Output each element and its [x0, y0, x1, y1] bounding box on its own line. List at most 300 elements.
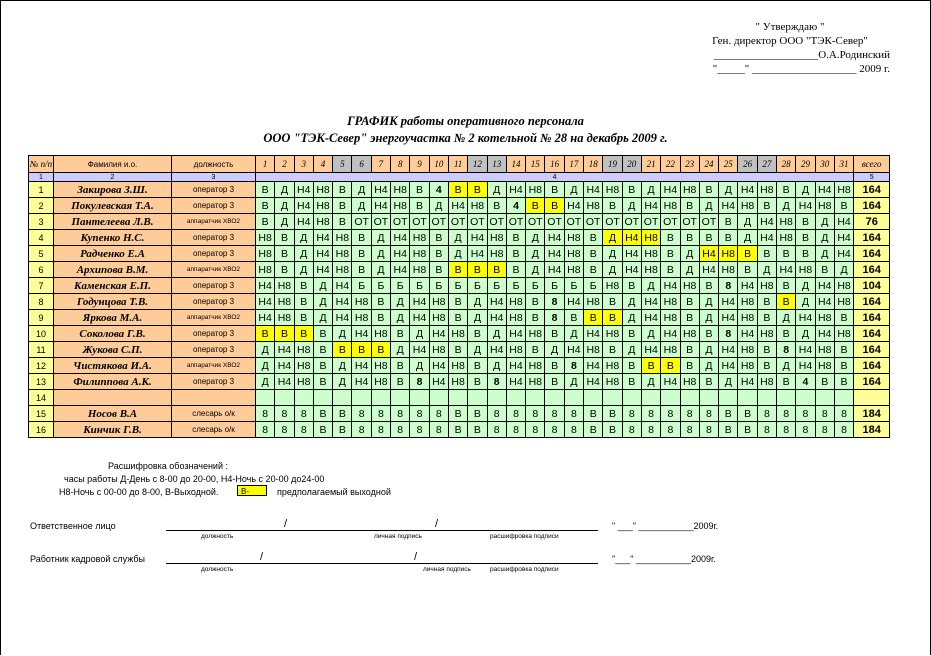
shift-cell[interactable]: Д	[468, 294, 487, 310]
shift-cell[interactable]: Н8	[584, 294, 603, 310]
shift-cell[interactable]: ОТ	[410, 214, 429, 230]
shift-cell[interactable]: Д	[371, 262, 390, 278]
shift-cell[interactable]: Д	[777, 198, 796, 214]
shift-cell[interactable]: В	[294, 326, 313, 342]
shift-cell[interactable]: 8	[834, 406, 853, 422]
hr-sign-line[interactable]	[166, 563, 598, 564]
shift-cell[interactable]: Д	[294, 230, 313, 246]
shift-cell[interactable]	[352, 390, 371, 406]
shift-cell[interactable]: Д	[622, 294, 641, 310]
shift-cell[interactable]: В	[757, 198, 776, 214]
shift-cell[interactable]: Д	[641, 374, 660, 390]
shift-cell[interactable]: Н4	[487, 294, 506, 310]
shift-cell[interactable]: Н8	[352, 310, 371, 326]
shift-cell[interactable]: Н4	[641, 310, 660, 326]
shift-cell[interactable]: Н4	[564, 198, 583, 214]
shift-cell[interactable]: В	[699, 374, 718, 390]
shift-cell[interactable]: Д	[352, 198, 371, 214]
shift-cell[interactable]: В	[410, 182, 429, 198]
shift-cell[interactable]: Н8	[410, 230, 429, 246]
shift-cell[interactable]: В	[603, 198, 622, 214]
shift-cell[interactable]: Н4	[429, 358, 448, 374]
shift-cell[interactable]: Н4	[584, 374, 603, 390]
shift-cell[interactable]: В	[777, 278, 796, 294]
shift-cell[interactable]: Н4	[738, 326, 757, 342]
shift-cell[interactable]: Н8	[757, 278, 776, 294]
shift-cell[interactable]: В	[757, 342, 776, 358]
shift-cell[interactable]: Н4	[719, 358, 738, 374]
shift-cell[interactable]: ОТ	[622, 214, 641, 230]
shift-cell[interactable]: Н4	[584, 326, 603, 342]
shift-cell[interactable]: Б	[487, 278, 506, 294]
shift-cell[interactable]: Д	[622, 342, 641, 358]
shift-cell[interactable]: В	[777, 374, 796, 390]
shift-cell[interactable]: 8	[719, 326, 738, 342]
shift-cell[interactable]: Н8	[738, 342, 757, 358]
shift-cell[interactable]: В	[429, 246, 448, 262]
shift-cell[interactable]: 4	[796, 374, 815, 390]
shift-cell[interactable]: Д	[313, 294, 332, 310]
shift-cell[interactable]: Д	[256, 374, 275, 390]
shift-cell[interactable]: Н8	[526, 374, 545, 390]
shift-cell[interactable]: Н8	[526, 182, 545, 198]
shift-cell[interactable]: Д	[564, 326, 583, 342]
shift-cell[interactable]: Н8	[738, 294, 757, 310]
shift-cell[interactable]: Н8	[487, 246, 506, 262]
shift-cell[interactable]: ОТ	[603, 214, 622, 230]
shift-cell[interactable]: В	[448, 342, 467, 358]
shift-cell[interactable]: Н8	[584, 198, 603, 214]
shift-cell[interactable]: В	[661, 230, 680, 246]
shift-cell[interactable]: Д	[333, 374, 352, 390]
shift-cell[interactable]: Н4	[545, 262, 564, 278]
shift-cell[interactable]	[622, 390, 641, 406]
shift-cell[interactable]: В	[603, 294, 622, 310]
shift-cell[interactable]	[371, 390, 390, 406]
shift-cell[interactable]	[757, 390, 776, 406]
shift-cell[interactable]: В	[834, 310, 853, 326]
shift-cell[interactable]: Н8	[603, 358, 622, 374]
shift-cell[interactable]: В	[777, 182, 796, 198]
shift-cell[interactable]: В	[468, 374, 487, 390]
shift-cell[interactable]: Б	[391, 278, 410, 294]
shift-cell[interactable]	[564, 390, 583, 406]
shift-cell[interactable]: Д	[410, 326, 429, 342]
shift-cell[interactable]: В	[294, 310, 313, 326]
shift-cell[interactable]: Н8	[313, 198, 332, 214]
shift-cell[interactable]: ОТ	[448, 214, 467, 230]
shift-cell[interactable]: Д	[468, 342, 487, 358]
shift-cell[interactable]: Н4	[391, 230, 410, 246]
shift-cell[interactable]: Н4	[352, 358, 371, 374]
shift-cell[interactable]: В	[313, 374, 332, 390]
shift-cell[interactable]: 8	[487, 406, 506, 422]
shift-cell[interactable]: В	[622, 182, 641, 198]
shift-cell[interactable]: 8	[506, 406, 525, 422]
shift-cell[interactable]: Н8	[275, 294, 294, 310]
shift-cell[interactable]: Н4	[313, 262, 332, 278]
shift-cell[interactable]: Н4	[622, 230, 641, 246]
shift-cell[interactable]: Н4	[256, 278, 275, 294]
shift-cell[interactable]: 8	[680, 406, 699, 422]
shift-cell[interactable]: Н8	[391, 198, 410, 214]
shift-cell[interactable]: Н8	[564, 246, 583, 262]
shift-cell[interactable]: В	[526, 342, 545, 358]
shift-cell[interactable]: В	[448, 406, 467, 422]
shift-cell[interactable]: Д	[487, 182, 506, 198]
shift-cell[interactable]: Д	[699, 310, 718, 326]
shift-cell[interactable]: Н8	[429, 294, 448, 310]
shift-cell[interactable]: В	[757, 310, 776, 326]
shift-cell[interactable]: В	[603, 342, 622, 358]
shift-cell[interactable]: В	[796, 246, 815, 262]
shift-cell[interactable]: 8	[256, 422, 275, 438]
shift-cell[interactable]: Н4	[429, 326, 448, 342]
shift-cell[interactable]: Н4	[796, 358, 815, 374]
shift-cell[interactable]: Д	[352, 182, 371, 198]
shift-cell[interactable]: В	[815, 262, 834, 278]
shift-cell[interactable]: 8	[545, 406, 564, 422]
shift-cell[interactable]: В	[410, 198, 429, 214]
shift-cell[interactable]: Н8	[468, 198, 487, 214]
shift-cell[interactable]: В	[448, 422, 467, 438]
shift-cell[interactable]: Н4	[719, 294, 738, 310]
shift-cell[interactable]: Н4	[333, 310, 352, 326]
shift-cell[interactable]	[313, 390, 332, 406]
shift-cell[interactable]: Н4	[487, 310, 506, 326]
shift-cell[interactable]: Н4	[429, 374, 448, 390]
shift-cell[interactable]: ОТ	[699, 214, 718, 230]
shift-cell[interactable]: Н4	[796, 198, 815, 214]
shift-cell[interactable]: В	[545, 374, 564, 390]
shift-cell[interactable]: Д	[796, 326, 815, 342]
shift-cell[interactable]: Н4	[584, 182, 603, 198]
shift-cell[interactable]: ОТ	[680, 214, 699, 230]
shift-cell[interactable]: В	[448, 294, 467, 310]
shift-cell[interactable]: Н8	[294, 358, 313, 374]
shift-cell[interactable]: 8	[429, 406, 448, 422]
shift-cell[interactable]: Н8	[834, 182, 853, 198]
shift-cell[interactable]: 8	[429, 422, 448, 438]
shift-cell[interactable]: В	[506, 230, 525, 246]
shift-cell[interactable]: Н8	[391, 182, 410, 198]
shift-cell[interactable]: 8	[661, 422, 680, 438]
shift-cell[interactable]: Д	[699, 198, 718, 214]
shift-cell[interactable]: Н8	[333, 246, 352, 262]
shift-cell[interactable]: В	[352, 246, 371, 262]
shift-cell[interactable]: Н8	[526, 326, 545, 342]
shift-cell[interactable]: Н4	[487, 342, 506, 358]
shift-cell[interactable]: В	[622, 278, 641, 294]
shift-cell[interactable]: Б	[371, 278, 390, 294]
shift-cell[interactable]: 8	[391, 406, 410, 422]
shift-cell[interactable]: ОТ	[564, 214, 583, 230]
shift-cell[interactable]: Б	[545, 278, 564, 294]
shift-cell[interactable]: 8	[564, 358, 583, 374]
shift-cell[interactable]: Н8	[777, 214, 796, 230]
shift-cell[interactable]: ОТ	[661, 214, 680, 230]
shift-cell[interactable]: Н4	[641, 294, 660, 310]
shift-cell[interactable]: Д	[622, 310, 641, 326]
shift-cell[interactable]: В	[333, 214, 352, 230]
shift-cell[interactable]: В	[371, 310, 390, 326]
shift-cell[interactable]: В	[603, 422, 622, 438]
shift-cell[interactable]: 8	[545, 310, 564, 326]
shift-cell[interactable]: Н4	[410, 342, 429, 358]
shift-cell[interactable]: В	[680, 342, 699, 358]
shift-cell[interactable]: В	[275, 246, 294, 262]
shift-cell[interactable]: В	[834, 374, 853, 390]
shift-cell[interactable]: В	[313, 406, 332, 422]
shift-cell[interactable]: В	[468, 326, 487, 342]
shift-cell[interactable]: Н8	[757, 182, 776, 198]
shift-cell[interactable]: Н8	[410, 246, 429, 262]
shift-cell[interactable]: Д	[410, 358, 429, 374]
shift-cell[interactable]: В	[429, 262, 448, 278]
shift-cell[interactable]: Д	[545, 342, 564, 358]
shift-cell[interactable]: Н8	[719, 246, 738, 262]
shift-cell[interactable]: 8	[564, 406, 583, 422]
shift-cell[interactable]: Д	[448, 246, 467, 262]
shift-cell[interactable]: 8	[410, 406, 429, 422]
shift-cell[interactable]: Б	[448, 278, 467, 294]
shift-cell[interactable]: Д	[468, 310, 487, 326]
shift-cell[interactable]: Н8	[661, 294, 680, 310]
shift-cell[interactable]: Н4	[391, 246, 410, 262]
shift-cell[interactable]	[641, 390, 660, 406]
shift-cell[interactable]: В	[294, 278, 313, 294]
shift-cell[interactable]: Н8	[680, 374, 699, 390]
shift-cell[interactable]: В	[468, 406, 487, 422]
shift-cell[interactable]: Н4	[294, 182, 313, 198]
shift-cell[interactable]: 8	[815, 422, 834, 438]
shift-cell[interactable]: Н4	[275, 358, 294, 374]
shift-cell[interactable]: В	[256, 198, 275, 214]
shift-cell[interactable]: 8	[352, 406, 371, 422]
shift-cell[interactable]: ОТ	[584, 214, 603, 230]
shift-cell[interactable]: В	[584, 246, 603, 262]
shift-cell[interactable]: Н4	[661, 278, 680, 294]
responsible-sign-line[interactable]	[166, 530, 598, 531]
shift-cell[interactable]: Н8	[448, 374, 467, 390]
shift-cell[interactable]: Н8	[275, 278, 294, 294]
shift-cell[interactable]: 8	[506, 422, 525, 438]
shift-cell[interactable]: Н4	[275, 374, 294, 390]
shift-cell[interactable]: Н8	[661, 310, 680, 326]
shift-cell[interactable]: В	[584, 422, 603, 438]
shift-cell[interactable]: Д	[603, 262, 622, 278]
shift-cell[interactable]: В	[468, 262, 487, 278]
shift-cell[interactable]: Н4	[391, 262, 410, 278]
shift-cell[interactable]: 8	[256, 406, 275, 422]
shift-cell[interactable]: 8	[526, 406, 545, 422]
shift-cell[interactable]	[796, 390, 815, 406]
shift-cell[interactable]: В	[680, 294, 699, 310]
shift-cell[interactable]	[699, 390, 718, 406]
shift-cell[interactable]: В	[391, 326, 410, 342]
shift-cell[interactable]: Н4	[564, 342, 583, 358]
shift-cell[interactable]	[777, 390, 796, 406]
shift-cell[interactable]: 8	[487, 422, 506, 438]
shift-cell[interactable]: Н8	[738, 310, 757, 326]
shift-cell[interactable]: В	[371, 342, 390, 358]
shift-cell[interactable]: 8	[545, 422, 564, 438]
shift-cell[interactable]: В	[834, 342, 853, 358]
shift-cell[interactable]	[603, 390, 622, 406]
shift-cell[interactable]	[719, 390, 738, 406]
shift-cell[interactable]: Н4	[256, 310, 275, 326]
shift-cell[interactable]: В	[468, 182, 487, 198]
shift-cell[interactable]: В	[796, 214, 815, 230]
shift-cell[interactable]: Н4	[738, 374, 757, 390]
shift-cell[interactable]	[834, 390, 853, 406]
shift-cell[interactable]: ОТ	[468, 214, 487, 230]
shift-cell[interactable]: В	[834, 198, 853, 214]
shift-cell[interactable]	[275, 390, 294, 406]
shift-cell[interactable]	[506, 390, 525, 406]
shift-cell[interactable]: Н4	[275, 342, 294, 358]
shift-cell[interactable]: Н8	[564, 262, 583, 278]
shift-cell[interactable]: Д	[256, 358, 275, 374]
shift-cell[interactable]: В	[603, 310, 622, 326]
shift-cell[interactable]: Д	[699, 294, 718, 310]
shift-cell[interactable]: В	[622, 326, 641, 342]
shift-cell[interactable]: Д	[815, 214, 834, 230]
shift-cell[interactable]: Д	[834, 262, 853, 278]
shift-cell[interactable]	[448, 390, 467, 406]
shift-cell[interactable]: В	[545, 182, 564, 198]
shift-cell[interactable]: 8	[777, 406, 796, 422]
shift-cell[interactable]: В	[487, 198, 506, 214]
shift-cell[interactable]: Д	[294, 246, 313, 262]
shift-cell[interactable]	[468, 390, 487, 406]
shift-cell[interactable]: ОТ	[391, 214, 410, 230]
shift-cell[interactable]: В	[564, 310, 583, 326]
shift-cell[interactable]: В	[256, 214, 275, 230]
shift-cell[interactable]: Д	[526, 262, 545, 278]
shift-cell[interactable]: Б	[584, 278, 603, 294]
shift-cell[interactable]: В	[545, 358, 564, 374]
shift-cell[interactable]: 8	[622, 406, 641, 422]
shift-cell[interactable]: Д	[275, 182, 294, 198]
shift-cell[interactable]: В	[719, 214, 738, 230]
shift-cell[interactable]: Н4	[834, 230, 853, 246]
shift-cell[interactable]: ОТ	[352, 214, 371, 230]
shift-cell[interactable]: Н4	[757, 230, 776, 246]
shift-cell[interactable]: Н8	[352, 294, 371, 310]
shift-cell[interactable]: Н8	[815, 198, 834, 214]
shift-cell[interactable]: Н8	[294, 342, 313, 358]
shift-cell[interactable]: В	[333, 182, 352, 198]
shift-cell[interactable]: Б	[526, 278, 545, 294]
shift-cell[interactable]: Д	[757, 262, 776, 278]
shift-cell[interactable]: В	[584, 262, 603, 278]
shift-cell[interactable]: Д	[526, 246, 545, 262]
shift-cell[interactable]	[333, 390, 352, 406]
shift-cell[interactable]: В	[699, 278, 718, 294]
shift-cell[interactable]: Д	[391, 310, 410, 326]
shift-cell[interactable]: 8	[777, 422, 796, 438]
shift-cell[interactable]: Н8	[641, 230, 660, 246]
shift-cell[interactable]: Б	[564, 278, 583, 294]
shift-cell[interactable]: Н4	[815, 182, 834, 198]
shift-cell[interactable]: Д	[275, 198, 294, 214]
shift-cell[interactable]	[294, 390, 313, 406]
shift-cell[interactable]	[545, 390, 564, 406]
shift-cell[interactable]: Д	[371, 246, 390, 262]
shift-cell[interactable]: Н4	[545, 246, 564, 262]
shift-cell[interactable]: Н8	[603, 326, 622, 342]
shift-cell[interactable]: В	[275, 262, 294, 278]
shift-cell[interactable]: В	[429, 230, 448, 246]
shift-cell[interactable]: 8	[641, 406, 660, 422]
shift-cell[interactable]: Н8	[680, 182, 699, 198]
shift-cell[interactable]: Д	[641, 278, 660, 294]
shift-cell[interactable]	[738, 390, 757, 406]
shift-cell[interactable]: Н4	[661, 374, 680, 390]
shift-cell[interactable]: Н8	[275, 310, 294, 326]
shift-cell[interactable]: В	[333, 342, 352, 358]
shift-cell[interactable]: Н4	[333, 294, 352, 310]
shift-cell[interactable]: В	[777, 326, 796, 342]
shift-cell[interactable]: В	[506, 246, 525, 262]
shift-cell[interactable]: Д	[371, 230, 390, 246]
shift-cell[interactable]: 8	[834, 422, 853, 438]
shift-cell[interactable]: Н8	[313, 182, 332, 198]
shift-cell[interactable]: 8	[526, 422, 545, 438]
shift-cell[interactable]: В	[313, 326, 332, 342]
shift-cell[interactable]: 8	[275, 406, 294, 422]
shift-cell[interactable]: В	[313, 342, 332, 358]
shift-cell[interactable]: 8	[275, 422, 294, 438]
shift-cell[interactable]: В	[468, 422, 487, 438]
shift-cell[interactable]: Н8	[834, 294, 853, 310]
shift-cell[interactable]: Н8	[256, 246, 275, 262]
shift-cell[interactable]: Н8	[506, 310, 525, 326]
shift-cell[interactable]: Н8	[834, 326, 853, 342]
shift-cell[interactable]: В	[506, 262, 525, 278]
shift-cell[interactable]: В	[275, 230, 294, 246]
shift-cell[interactable]: ОТ	[641, 214, 660, 230]
shift-cell[interactable]: 8	[661, 406, 680, 422]
shift-cell[interactable]: Н8	[294, 374, 313, 390]
shift-cell[interactable]: Н4	[410, 294, 429, 310]
shift-cell[interactable]: Н8	[584, 342, 603, 358]
shift-cell[interactable]: Н4	[352, 374, 371, 390]
shift-cell[interactable]: В	[448, 310, 467, 326]
shift-cell[interactable]: 8	[564, 422, 583, 438]
shift-cell[interactable]	[680, 390, 699, 406]
shift-cell[interactable]: Н4	[719, 310, 738, 326]
shift-cell[interactable]: Б	[352, 278, 371, 294]
shift-cell[interactable]	[526, 390, 545, 406]
shift-cell[interactable]: Д	[738, 230, 757, 246]
shift-cell[interactable]: Д	[815, 230, 834, 246]
shift-cell[interactable]	[391, 390, 410, 406]
shift-cell[interactable]: Н8	[815, 342, 834, 358]
shift-cell[interactable]: В	[719, 422, 738, 438]
shift-cell[interactable]: Н4	[738, 278, 757, 294]
shift-cell[interactable]: В	[738, 246, 757, 262]
shift-cell[interactable]: 4	[429, 182, 448, 198]
shift-cell[interactable]: Н4	[313, 246, 332, 262]
shift-cell[interactable]: Н4	[719, 342, 738, 358]
shift-cell[interactable]: Н4	[719, 198, 738, 214]
shift-cell[interactable]: Н4	[294, 214, 313, 230]
shift-cell[interactable]: Д	[777, 310, 796, 326]
shift-cell[interactable]: Д	[699, 358, 718, 374]
shift-cell[interactable]: 8	[622, 422, 641, 438]
